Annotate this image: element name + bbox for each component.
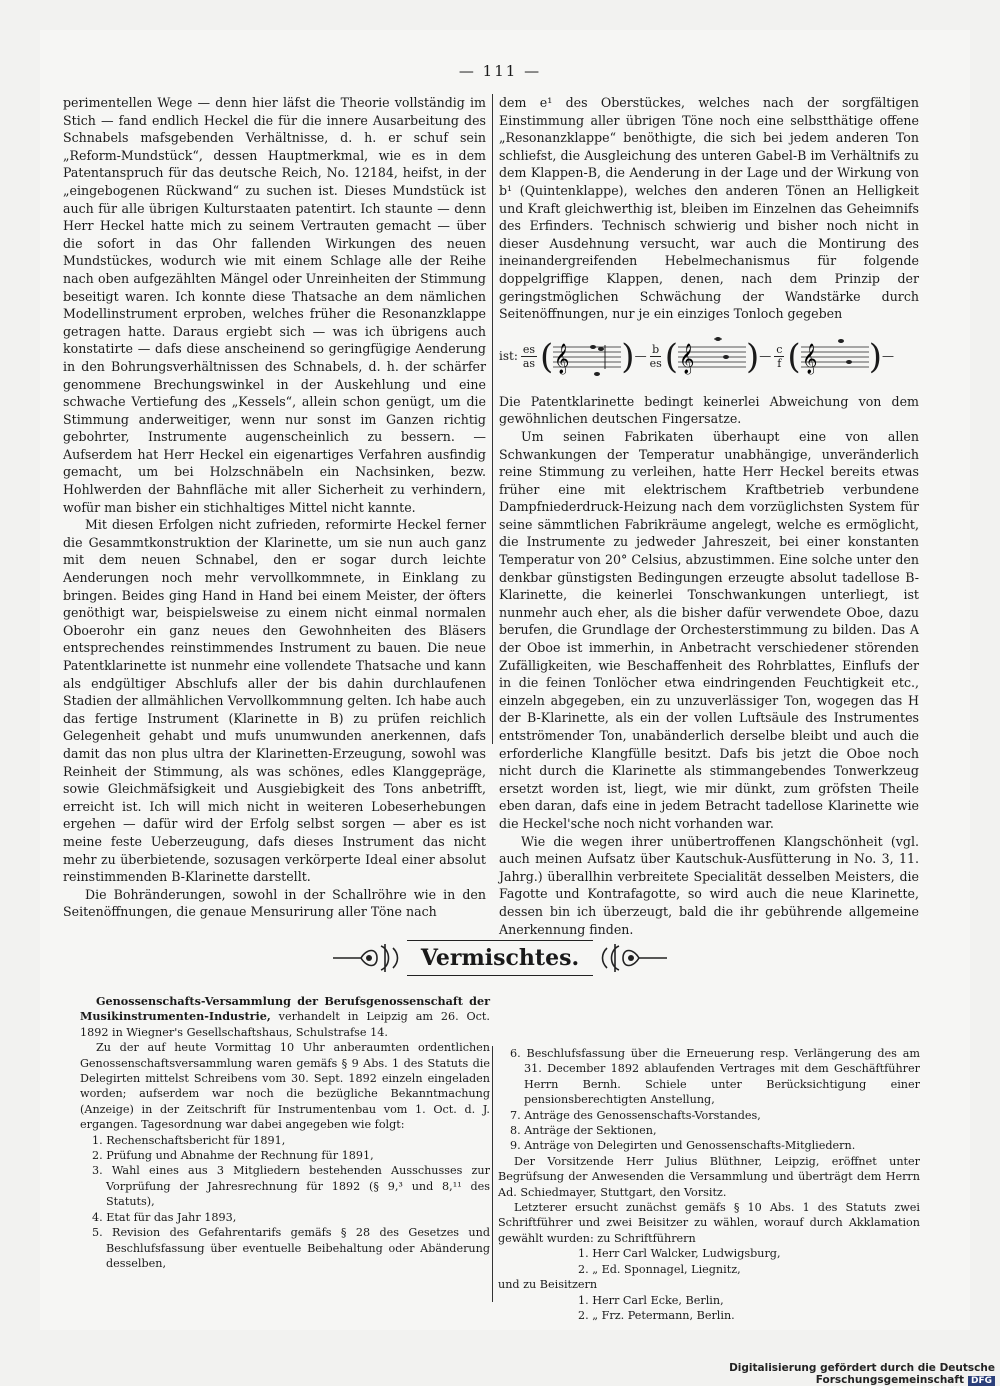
- list-item: 4. Etat für das Jahr 1893,: [92, 1210, 237, 1224]
- list-item: 1. Rechenschaftsbericht für 1891,: [92, 1133, 286, 1147]
- paragraph: Die Bohränderungen, sowohl in der Schallröhre wie in den Seitenöffnungen, die genaue Mensurirung aller Töne nach: [63, 886, 486, 920]
- paragraph: Zu der auf heute Vormittag 10 Uhr anberaumten ordentlichen Genossenschaftsversammlung waren gemäfs § 9 Abs. 1 des Statuts die Delegirten mittelst Schreibens vom 30. Sept. 1892 einzeln eingeladen worden; aufserdem war noch die bezügliche Bekanntmachung (Anzeige) in der Zeitschrift für Instrumentenbau vom 1. Oct. d. J. ergangen. Tagesordnung war dabei angegeben wie folgt:: [80, 1041, 490, 1132]
- list-item: 1. Herr Carl Ecke, Berlin,: [578, 1293, 724, 1307]
- staff-notes-icon: [553, 337, 621, 377]
- paragraph: Wie die wegen ihrer unübertroffenen Klangschönheit (vgl. auch meinen Aufsatz über Kautschuk-Ausfütterung in No. 3, 11. Jahrg.) überallhin verbreitete Specialität desselben Meisters, die Fagotte und Kontrafagotte, so wird auch die neue Klarinette, dessen bin ich überzeugt, bald die ihr gebührende allgemeine Anerkennung finden.: [499, 833, 919, 937]
- list-item: 9. Anträge von Delegirten und Genossenschafts-Mitgliedern.: [510, 1139, 856, 1153]
- list-item: 7. Anträge des Genossenschafts-Vorstandes,: [510, 1108, 761, 1122]
- paragraph: Um seinen Fabrikaten überhaupt eine von allen Schwankungen der Temperatur unabhängige, unveränderlich reine Stimmung zu verleihen, hatte Herr Heckel bereits etwas früher eine mit elektrischem Kraftbetrieb verbundene Dampfniederdruck-Heizung nach dem vorzüglichsten System für seine sämmtlichen Fabrikräume angelegt, welche es ermöglicht, die Instrumente zu jedweder Jahreszeit, bei einer konstanten Temperatur von 20° Celsius, abzustimmen. Eine solche unter den denkbar günstigsten Bedingungen erzeugte absolut tadellose B-Klarinette, die keinerlei Tonschwankungen unterliegt, ist nunmehr auch eher, als die bisher dafür verwendete Oboe, dazu berufen, die Grundlage der Orchesterstimmung zu bilden. Das A der Oboe ist immerhin, in Anbetracht verschiedener störenden Zufälligkeiten, wie Beschaffenheit des Rohrblattes, Einflufs der in die feinen Tonlöcher etwa eindringenden Feuchtigkeit etc., einzeln abgegeben, ein zu unzuverlässiger Ton, wogegen das H der B-Klarinette, als ein der vollen Luftsäule des Instrumentes entströmender Ton, unabänderlich derselbe bleibt und auch die erforderliche Klangfülle besitzt. Dafs bis jetzt die Oboe noch nicht durch die Klarinette als stimmangebendes Tonwerkzeug ersetzt worden ist, liegt, wie mir dünkt, zum gröfsten Theile eben daran, dafs eine in jedem Betracht tadellose Klarinette wie die Heckel'sche noch nicht vorhanden war.: [499, 428, 919, 831]
- ornament-right-icon: [599, 940, 669, 976]
- paragraph: und zu Beisitzern: [498, 1278, 598, 1292]
- list-item: 6. Beschlufsfassung über die Erneuerung resp. Verlängerung des am 31. December 1892 ablaufenden Vertrages mit dem Geschäftführer Herrn Bernh. Schiele unter Berücksichtigung einer pensionsberechtigten Anstellung,: [510, 1047, 920, 1107]
- svg-text:𝄞: 𝄞: [801, 343, 818, 374]
- news-column-right: [498, 1046, 920, 1323]
- notation-prefix: ist:: [499, 348, 518, 363]
- paragraph: Der Vorsitzende Herr Julius Blüthner, Leipzig, eröffnet unter Begrüfsung der Anwesenden die Versammlung und überträgt dem Herrn Ad. Schiedmayer, Stuttgart, den Vorsitz.: [498, 1154, 920, 1199]
- column-divider: [492, 1046, 493, 1302]
- list-item: 8. Anträge der Sektionen,: [510, 1124, 657, 1138]
- fraction: $\frac{b}{es}$: [649, 343, 662, 371]
- column-divider: [492, 94, 493, 744]
- fraction: $\frac{c}{f}$: [776, 343, 783, 371]
- list-item: 2. Prüfung und Abnahme der Rechnung für 1891,: [92, 1149, 374, 1163]
- paragraph: dem e¹ des Oberstückes, welches nach der sorgfältigen Einstimmung aller übrigen Töne noch eine selbstthätige offene „Resonanzklappe“ benöthigte, die sich bei jedem anderen Ton schliefst, die Ausgleichung des unteren Gabel-B im Verhältnifs zu dem Klappen-B, die Aenderung in der Lage und der Wirkung von b¹ (Quintenklappe), welches den anderen Tönen an Helligkeit und Kraft gleichwerthig ist, bleiben im Einzelnen das Geheimnifs des Erfinders. Technisch schwierig und bisher noch nicht in dieser Ausdehnung versucht, war auch die Montirung des ineinandergreifenden Hebelmechanismus für folgende doppelgriffige Klappen, denen, nach dem Prinzip der geringstmöglichen Schwächung der Wandstärke durch Seitenöffnungen, nur je ein einziges Tonloch gegeben: [499, 95, 919, 322]
- article-column-left: [63, 94, 486, 921]
- svg-text:𝄞: 𝄞: [678, 343, 695, 374]
- footer-credit: Digitalisierung gefördert durch die Deutsche Forschungsgemeinschaft DFG: [729, 1362, 995, 1386]
- paragraph: Mit diesen Erfolgen nicht zufrieden, reformirte Heckel ferner die Gesammtkonstruktion der Klarinette, um sie nun auch ganz mit dem neuen Schnabel, den er sogar durch leichte Aenderungen noch mehr vervollkommnete, in Einklang zu bringen. Beides ging Hand in Hand bei einem Meister, der öfters genöthigt war, beispielsweise zu einem nicht einmal normalen Oboerohr ein ganz neues den Gewohnheiten des Bläsers entsprechendes reinstimmendes Instrument zu bauen. Die neue Patentklarinette ist nunmehr eine vollendete Thatsache und kann als endgültiger Abschlufs aller der bis dahin durchlaufenen Stadien der allmählichen Vervollkommnung gelten. Ich habe auch das fertige Instrument (Klarinette in B) zu prüfen reichlich Gelegenheit gehabt und mufs unumwunden anerkennen, dafs damit das non plus ultra der Klarinetten-Erzeugung, sowohl was Reinheit der Stimmung, als was schönes, edles Klanggepräge, sowie Gleichmäfsigkeit und Ausgiebigkeit des Tons anbetrifft, erreicht ist. Ich will mich nicht in weiteren Lobeserhebungen ergehen — dafür wird der Erfolg selbst sorgen — aber es ist meine feste Ueberzeugung, dafs dieses Instrument das nicht mehr zu überbietende, sozusagen verkörperte Ideal einer absolut reinstimmenden B-Klarinette darstellt.: [63, 517, 486, 885]
- dfg-logo: DFG: [968, 1376, 995, 1386]
- section-banner: [330, 936, 670, 980]
- paragraph: perimentellen Wege — denn hier läfst die Theorie vollständig im Stich — fand endlich Heckel die für die innere Ausarbeitung des Schnabels mafsgebenden Verhältnisse, d. h. er schuf sein „Reform-Mundstück“, dessen Hauptmerkmal, wie es in dem Patentanspruch für das deutsche Reich, No. 12184, heifst, in der „eingebogenen Rückwand“ zu suchen ist. Dieses Mundstück ist auch für alle übrigen Kulturstaaten patentirt. Ich staunte — denn Herr Heckel hatte mich zu seinem Vertrauten gemacht — über die sofort in das Ohr fallenden Wirkungen des neuen Mundstückes, wodurch wie mit einem Schlage alle der Reihe nach oben aufgezählten Mängel oder Unreinheiten der Stimmung beseitigt waren. Ich konnte diese Thatsache an dem nämlichen Modellinstrument erproben, welches früher die Resonanzklappe getragen hatte. Daraus ergiebt sich — was ich übrigens auch konstatirte — dafs diese anscheinend so geringfügige Aenderung in den Bohrungsverhältnissen des Schnabels, d. h. der schärfer genommene Brechungswinkel in der Auskehlung und eine schwache Vertiefung des „Kessels“, allein schon genügt, um die Stimmung anderweitiger, wenn nur sonst im Ganzen richtig gebohrter, Instrumente augenscheinlich zu bessern. — Aufserdem hat Herr Heckel ein eigenartiges Verfahren ausfindig gemacht, um bei Holzschnäbeln ein Nachsinken, bezw. Hohlwerden der Bahnfläche mit aller Sicherheit zu verhindern, wofür man bisher ein stichhaltiges Mittel nicht kannte.: [63, 95, 486, 515]
- svg-text:𝄞: 𝄞: [554, 343, 570, 374]
- paragraph: Die Patentklarinette bedingt keinerlei Abweichung von dem gewöhnlichen deutschen Fingersatze.: [499, 393, 919, 427]
- section-title: Vermischtes.: [407, 940, 593, 976]
- list-item: 5. Revision des Gefahrentarifs gemäfs § 28 des Gesetzes und Beschlufsfassung über eventuelle Beibehaltung oder Abänderung desselben,: [92, 1226, 490, 1270]
- staff-notes-icon: [801, 337, 869, 377]
- page-number: — 111 —: [458, 62, 542, 80]
- article-column-right: [499, 94, 919, 938]
- music-notation: ist: $\frac{es}{as}$ ( 𝄞 ) — $\frac{b}{es}$ ( 𝄞 ) — $\frac{c}{f}$ ( 𝄞 ) —: [499, 336, 894, 377]
- list-item: 2. „ Frz. Petermann, Berlin.: [578, 1308, 735, 1322]
- ornament-left-icon: [331, 940, 401, 976]
- staff-notes-icon: [678, 337, 746, 377]
- list-item: 2. „ Ed. Sponnagel, Liegnitz,: [578, 1262, 741, 1276]
- list-item: 3. Wahl eines aus 3 Mitgliedern bestehenden Ausschusses zur Vorprüfung der Jahresrechnung für 1892 (§ 9,³ und 8,¹¹ des Statuts),: [92, 1164, 490, 1209]
- list-item: 1. Herr Carl Walcker, Ludwigsburg,: [578, 1247, 781, 1261]
- paragraph: Letzterer ersucht zunächst gemäfs § 10 Abs. 1 des Statuts zwei Schriftführer und zwei Beisitzer zu wählen, worauf durch Akklamation gewählt wurden: zu Schriftführern: [498, 1201, 920, 1245]
- news-heading: Genossenschafts-Versammlung der Berufsgenossenschaft der Musikinstrumenten-Industrie, verhandelt in Leipzig am 26. Oct. 1892 in Wiegner's Gesellschaftshaus, Schulstrafse 14.: [80, 994, 490, 1039]
- fraction: $\frac{es}{as}$: [522, 343, 536, 371]
- news-column-left: [80, 994, 490, 1271]
